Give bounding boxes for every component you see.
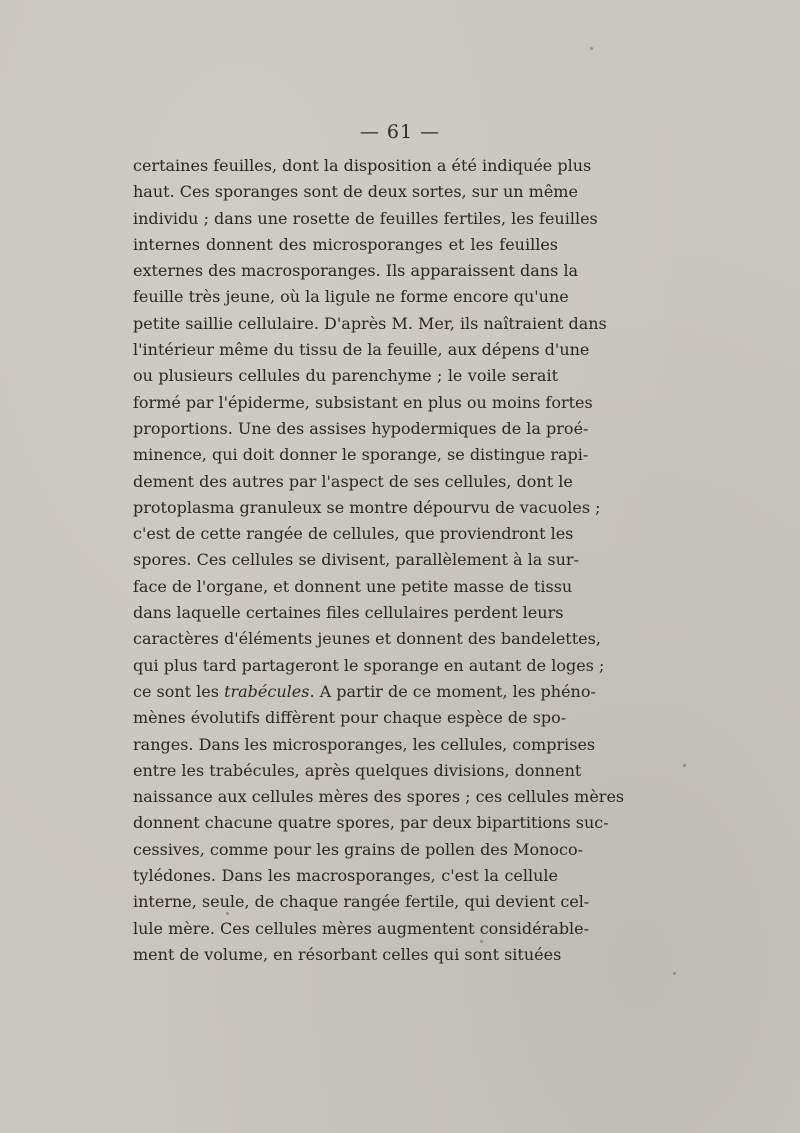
text-line: proportions. Une des assises hypodermiques de la proé- — [133, 418, 589, 438]
text-line: feuille très jeune, où la ligule ne forme encore qu'une — [133, 287, 569, 307]
page-number: — 61 — — [359, 121, 441, 143]
paper-speck — [683, 764, 686, 767]
text-line: dans laquelle certaines files cellulaires perdent leurs — [133, 603, 564, 623]
text-line: mènes évolutifs diffèrent pour chaque espèce de spo- — [133, 708, 567, 728]
text-line: ou plusieurs cellules du parenchyme ; le voile serait — [133, 366, 558, 386]
text-line: cessives, comme pour les grains de pollen des Monoco- — [133, 839, 584, 859]
text-line: tylédones. Dans les macrosporanges, c'est la cellule — [133, 866, 558, 886]
italic-term: trabécules — [224, 681, 310, 701]
text-line: internes donnent des microsporanges et les feuilles — [133, 234, 558, 254]
body-paragraph — [133, 153, 625, 968]
paper-speck — [590, 47, 593, 50]
text-line: minence, qui doit donner le sporange, se distingue rapi- — [133, 445, 589, 465]
text-line: protoplasma granuleux se montre dépourvu de vacuoles ; — [133, 497, 601, 517]
text-line: donnent chacune quatre spores, par deux bipartitions suc- — [133, 813, 609, 833]
text-line: ment de volume, en résorbant celles qui sont situées — [133, 944, 562, 964]
text-line: l'intérieur même du tissu de la feuille, aux dépens d'une — [133, 340, 590, 360]
text-line: haut. Ces sporanges sont de deux sortes, sur un même — [133, 182, 578, 202]
text-line: certaines feuilles, dont la disposition a été indiquée plus — [133, 156, 592, 175]
paper-speck — [480, 940, 483, 943]
text-line: petite saillie cellulaire. D'après M. Mer, ils naîtraient dans — [133, 313, 607, 333]
text-line: caractères d'éléments jeunes et donnent des bandelettes, — [133, 629, 601, 649]
text-line: ranges. Dans les microsporanges, les cellules, comprises — [133, 734, 596, 754]
text-line: qui plus tard partageront le sporange en autant de loges ; — [133, 655, 605, 675]
text-line: entre les trabécules, après quelques divisions, donnent — [133, 760, 582, 780]
text-line: formé par l'épiderme, subsistant en plus ou moins fortes — [133, 392, 593, 412]
paper-speck — [673, 972, 676, 975]
text-line: c'est de cette rangée de cellules, que proviendront les — [133, 524, 574, 544]
text-line: spores. Ces cellules se divisent, parallèlement à la sur- — [133, 550, 579, 570]
text-line: naissance aux cellules mères des spores ; ces cellules mères — [133, 787, 625, 807]
text-line: externes des macrosporanges. Ils apparaissent dans la — [133, 261, 579, 281]
text-line: lule mère. Ces cellules mères augmentent considérable- — [133, 918, 590, 938]
text-line: individu ; dans une rosette de feuilles fertiles, les feuilles — [133, 208, 598, 228]
text-line: ce sont les trabécules. A partir de ce moment, les phéno- — [133, 681, 596, 701]
paper-speck — [226, 912, 229, 915]
text-line: dement des autres par l'aspect de ses cellules, dont le — [133, 471, 573, 491]
text-line: face de l'organe, et donnent une petite masse de tissu — [133, 576, 573, 596]
text-line: interne, seule, de chaque rangée fertile, qui devient cel- — [133, 892, 590, 912]
